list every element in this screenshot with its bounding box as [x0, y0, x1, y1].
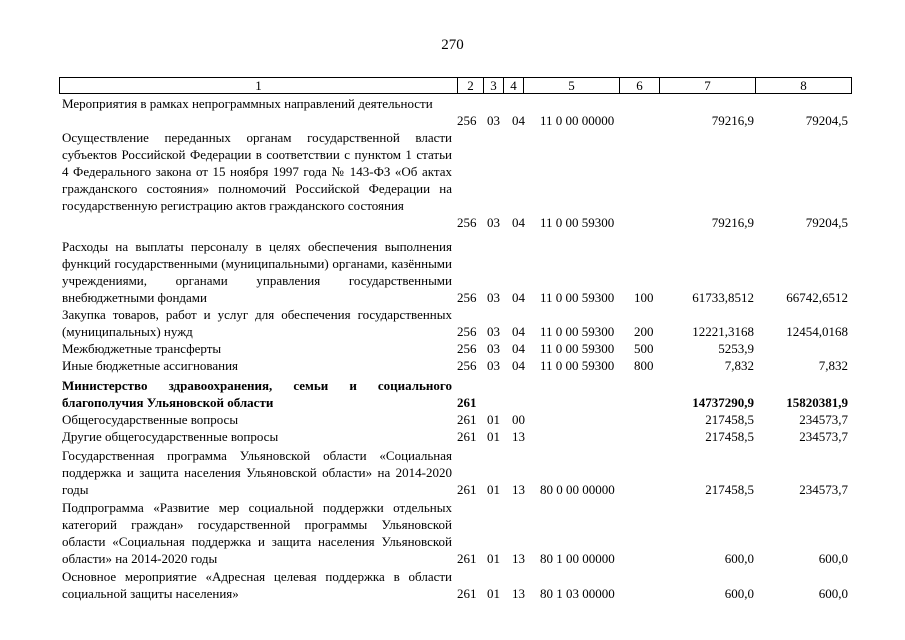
header-col-3: 3 — [484, 78, 504, 93]
row-target: 80 0 00 00000 — [540, 482, 615, 497]
row-subsection: 13 — [512, 586, 525, 601]
row-target: 11 0 00 59300 — [540, 358, 615, 373]
table-header — [59, 77, 852, 94]
row-name: Иные бюджетные ассигнования — [62, 358, 239, 373]
row-subsection: 13 — [512, 482, 525, 497]
row-code: 256 — [457, 113, 477, 128]
row-subsection: 04 — [512, 290, 525, 305]
row-kind: 800 — [634, 358, 654, 373]
row-sum-1: 5253,9 — [718, 341, 754, 356]
row-name: Общегосударственные вопросы — [62, 412, 239, 427]
row-code: 261 — [457, 412, 477, 427]
row-target: 11 0 00 59300 — [540, 324, 615, 339]
row-subsection: 04 — [512, 358, 525, 373]
row-name: Другие общегосударственные вопросы — [62, 429, 279, 444]
row-sum-1: 14737290,9 — [692, 395, 754, 410]
row-sum-2: 66742,6512 — [786, 290, 848, 305]
row-name: Основное мероприятие «Адресная целевая поддержка в области социальной защиты населения» — [62, 569, 452, 601]
row-sum-1: 217458,5 — [705, 429, 754, 444]
row-target: 11 0 00 59300 — [540, 341, 615, 356]
row-name: Мероприятия в рамках непрограммных направлений деятельности — [62, 96, 433, 111]
row-section: 03 — [487, 358, 500, 373]
row-code: 261 — [457, 586, 477, 601]
row-section: 01 — [487, 551, 500, 566]
row-code: 261 — [457, 395, 477, 410]
header-col-7: 7 — [660, 78, 756, 93]
row-name: Закупка товаров, работ и услуг для обеспечения государственных (муниципальных) нужд — [62, 307, 452, 339]
row-kind: 100 — [634, 290, 654, 305]
row-code: 256 — [457, 215, 477, 230]
row-target: 11 0 00 59300 — [540, 290, 615, 305]
row-kind: 500 — [634, 341, 654, 356]
row-section: 03 — [487, 290, 500, 305]
row-section: 01 — [487, 586, 500, 601]
row-section: 01 — [487, 429, 500, 444]
row-target: 80 1 03 00000 — [540, 586, 615, 601]
row-code: 256 — [457, 358, 477, 373]
row-code: 261 — [457, 482, 477, 497]
header-col-2: 2 — [458, 78, 484, 93]
row-name: Осуществление переданных органам государственной власти субъектов Российской Федерации в соответствии с пунктом 1 статьи 4 Федерального закона от 15 ноября 1997 года № 143-ФЗ «Об актах гражданского состояния» полномочий Российской Федерации на государственную регистрацию актов гражданского состояния — [62, 130, 452, 213]
row-name: Министерство здравоохранения, семьи и социального благополучия Ульяновской области — [62, 378, 452, 410]
row-code: 261 — [457, 429, 477, 444]
row-sum-2: 79204,5 — [805, 215, 848, 230]
row-subsection: 04 — [512, 341, 525, 356]
row-target: 80 1 00 00000 — [540, 551, 615, 566]
row-target: 11 0 00 00000 — [540, 113, 615, 128]
row-sum-2: 234573,7 — [799, 482, 848, 497]
row-section: 03 — [487, 215, 500, 230]
row-section: 03 — [487, 341, 500, 356]
row-subsection: 04 — [512, 324, 525, 339]
row-sum-1: 7,832 — [724, 358, 754, 373]
row-sum-1: 12221,3168 — [692, 324, 754, 339]
row-subsection: 00 — [512, 412, 525, 427]
row-sum-2: 7,832 — [818, 358, 848, 373]
row-sum-1: 217458,5 — [705, 482, 754, 497]
header-col-5: 5 — [524, 78, 620, 93]
row-subsection: 13 — [512, 429, 525, 444]
header-col-8: 8 — [800, 78, 807, 93]
row-section: 01 — [487, 482, 500, 497]
row-subsection: 13 — [512, 551, 525, 566]
header-col-1: 1 — [60, 78, 458, 93]
row-sum-2: 600,0 — [818, 586, 848, 601]
row-subsection: 04 — [512, 113, 525, 128]
row-section: 03 — [487, 324, 500, 339]
row-sum-2: 600,0 — [818, 551, 848, 566]
row-sum-1: 61733,8512 — [692, 290, 754, 305]
row-subsection: 04 — [512, 215, 525, 230]
row-name: Государственная программа Ульяновской области «Социальная поддержка и защита населения Ульяновской области» на 2014-2020 годы — [62, 448, 452, 497]
row-sum-1: 600,0 — [724, 586, 754, 601]
page-number: 270 — [441, 37, 464, 53]
row-sum-2: 234573,7 — [799, 429, 848, 444]
row-code: 256 — [457, 290, 477, 305]
row-sum-1: 217458,5 — [705, 412, 754, 427]
row-sum-2: 15820381,9 — [786, 395, 848, 410]
row-sum-2: 234573,7 — [799, 412, 848, 427]
row-code: 261 — [457, 551, 477, 566]
row-code: 256 — [457, 341, 477, 356]
row-sum-1: 79216,9 — [711, 113, 754, 128]
row-kind: 200 — [634, 324, 654, 339]
row-code: 256 — [457, 324, 477, 339]
header-col-6: 6 — [620, 78, 660, 93]
row-sum-1: 600,0 — [724, 551, 754, 566]
row-target: 11 0 00 59300 — [540, 215, 615, 230]
row-section: 03 — [487, 113, 500, 128]
row-section: 01 — [487, 412, 500, 427]
row-name: Подпрограмма «Развитие мер социальной поддержки отдельных категорий граждан» государственной программы Ульяновской области «Социальная поддержка и защита населения Ульяновской области» на 2014-2020 годы — [62, 500, 452, 566]
row-name: Межбюджетные трансферты — [62, 341, 222, 356]
row-sum-2: 79204,5 — [805, 113, 848, 128]
row-name: Расходы на выплаты персоналу в целях обеспечения выполнения функций государственными (муниципальными) органами, казёнными учреждениями, органами управления государственными внебюджетными фондами — [62, 239, 452, 305]
row-sum-1: 79216,9 — [711, 215, 754, 230]
row-sum-2: 12454,0168 — [786, 324, 848, 339]
header-col-4: 4 — [504, 78, 524, 93]
